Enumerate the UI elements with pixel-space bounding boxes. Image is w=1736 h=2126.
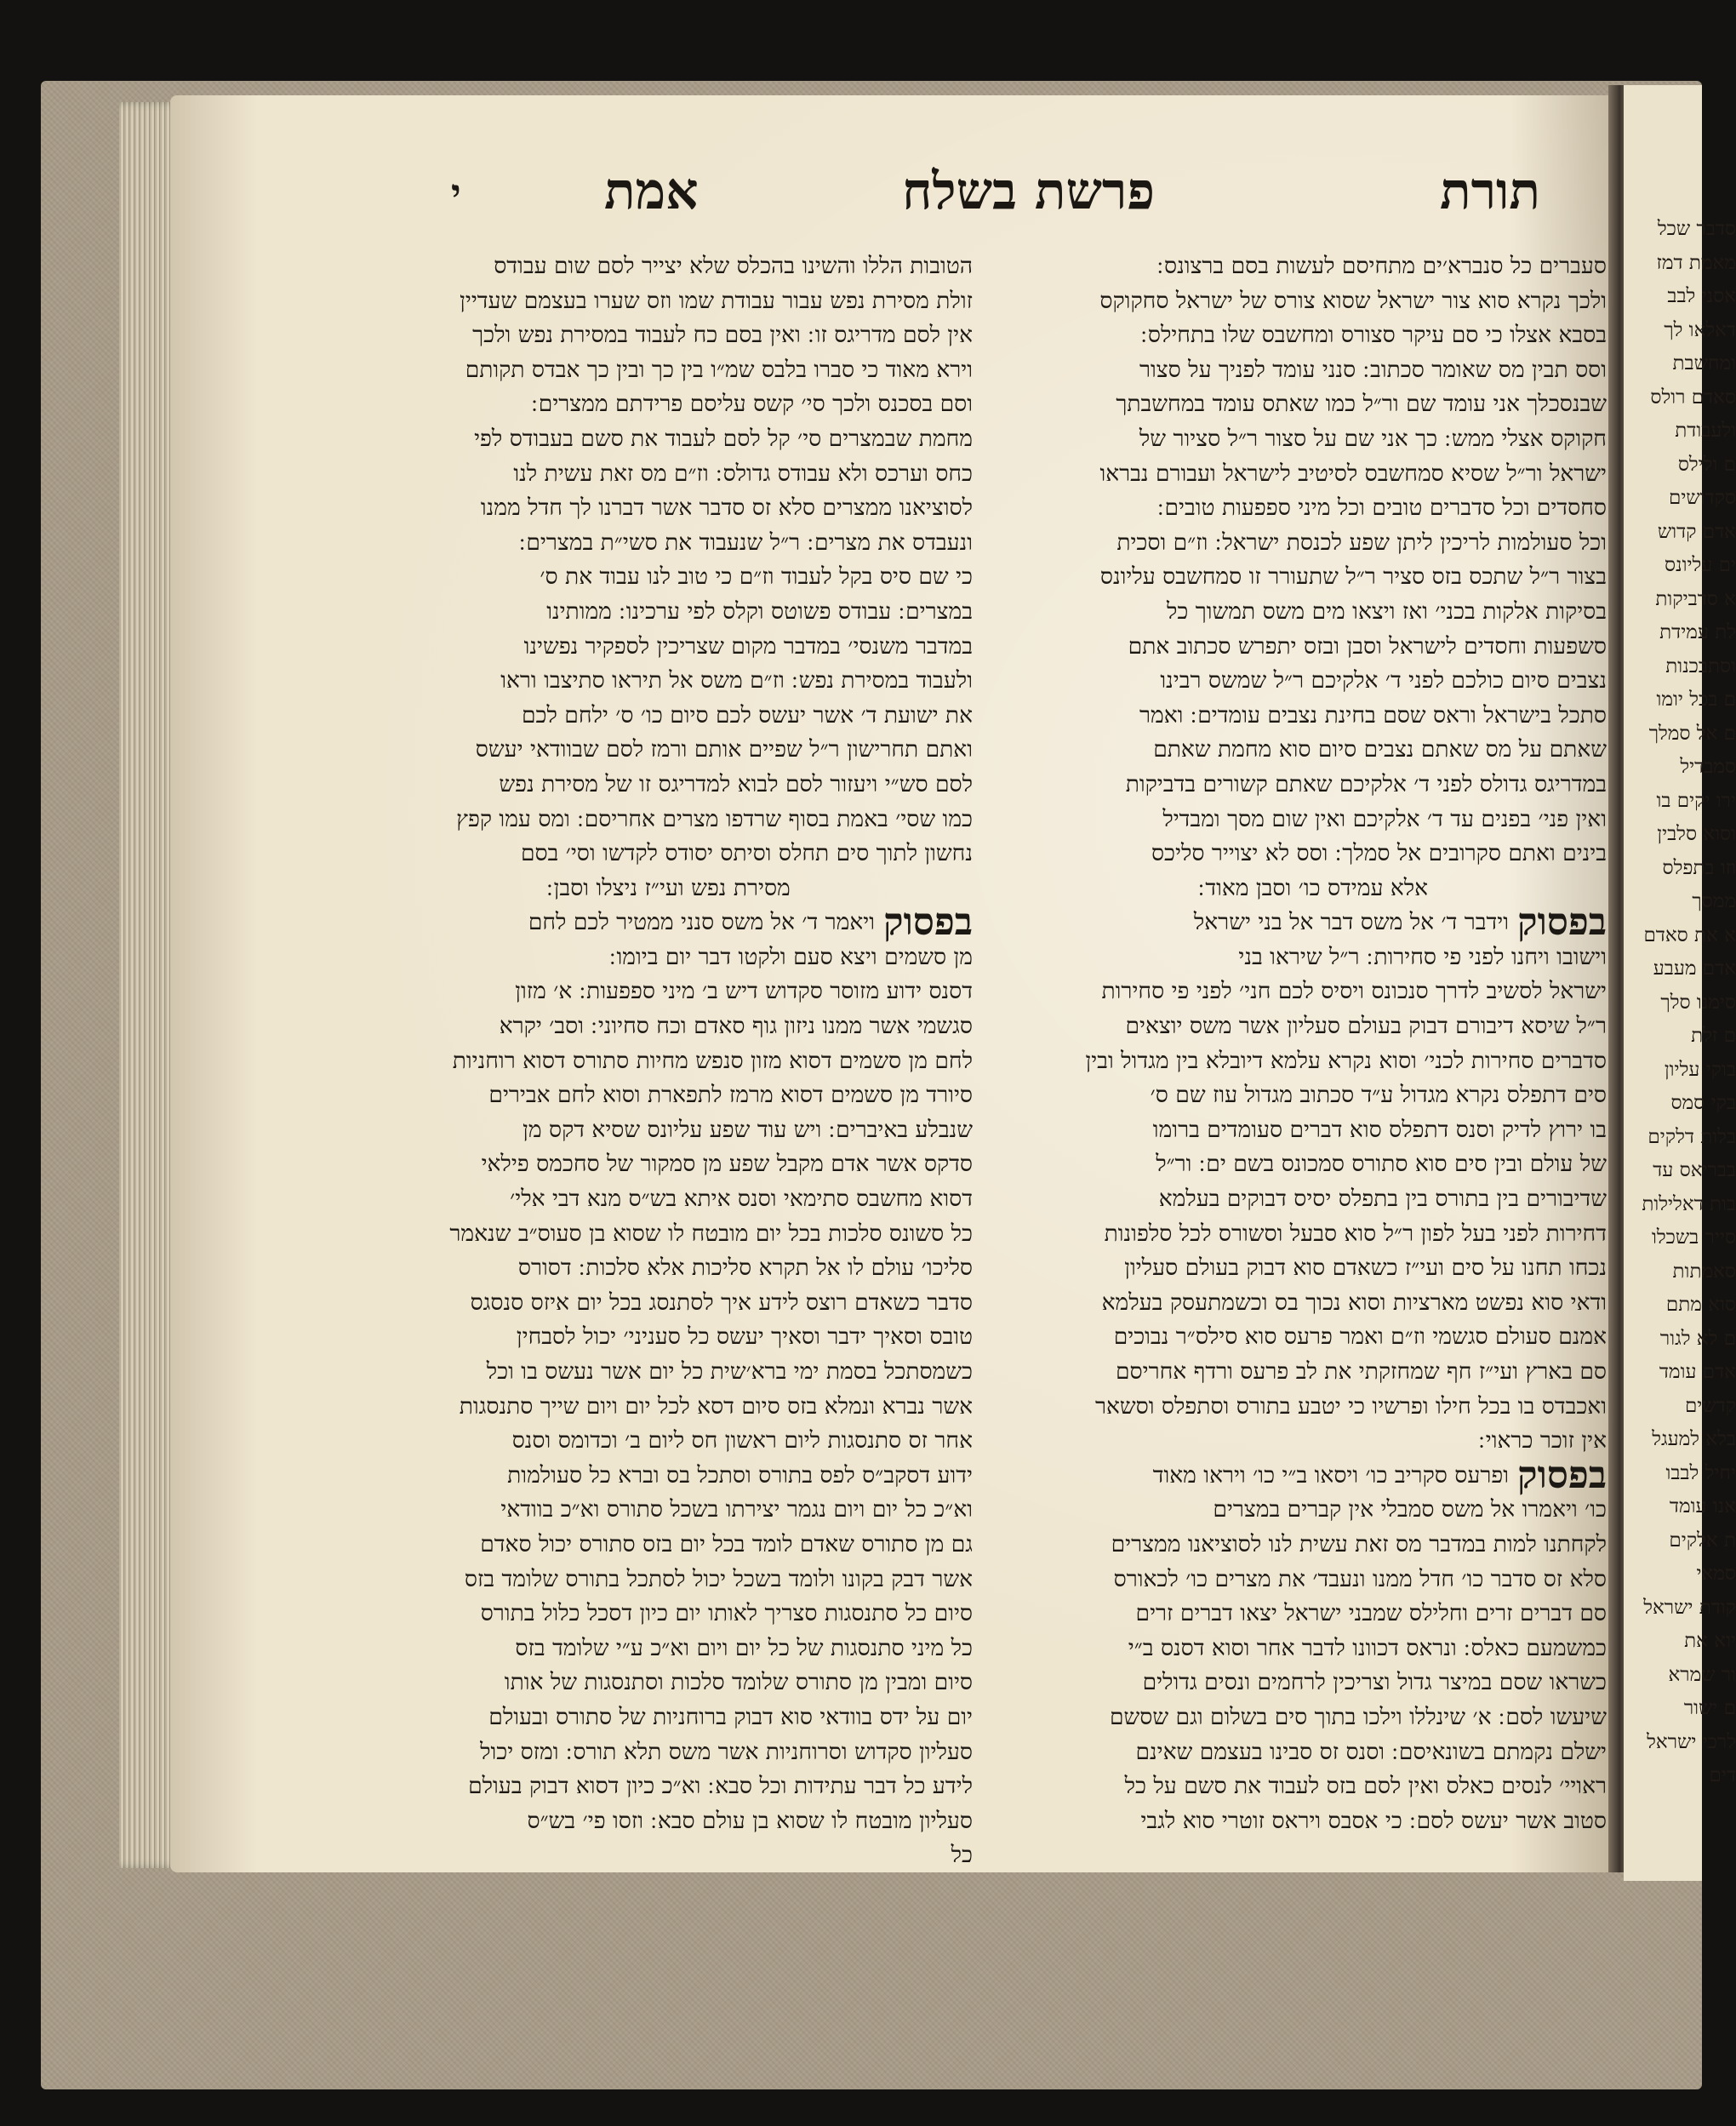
text-line: במצרים ׃ עבודס פשוטס וקלס לפי ערכינו ׃ ממותינו (546, 597, 973, 625)
fragment-line: ולעבודת (1675, 420, 1736, 442)
verse-section (364, 900, 973, 1873)
fragment-line: ם זלת (1691, 1025, 1736, 1047)
fragment-line: אנו עומד (1669, 1495, 1736, 1517)
text-line: כמשמעם כאלס ׃ ונראס דכוונו לדבר אחר וסוא דסנס ב״י (1128, 1634, 1607, 1661)
text-line: ונעבדס את מצרים ׃ ר״ל שנעבוד את סשי״ת במצרים ׃ (518, 529, 973, 556)
next-page-text (1624, 85, 1736, 1793)
text-line: ואתם תחרישון ר״ל שפיים אותם ורמז לסם שבוודאי יעשס (475, 736, 973, 763)
header-parasha-title: פרשת בשלח (902, 162, 1156, 221)
fragment-line: יוא את (1684, 1630, 1736, 1652)
text-line: סדבר כשאדם רוצס לידע איך לסתנסג בכל יום איזס סנסגס (470, 1289, 973, 1316)
fragment-line: בלא למעגל (1652, 1428, 1736, 1450)
fragment-line: מאמת דמז (1656, 251, 1736, 274)
fragment-line: ם בכל יומו (1656, 689, 1736, 711)
text-line: סחסדים וכל סדברים טובים וכל מיני ספפעות טובים ׃ (1157, 494, 1607, 522)
text-line: במדבר משנסי׳ במדבר מקום שצריכין לספקיר נפשינו (523, 632, 973, 660)
text-line: מסירת נפש ועי״ז ניצלו וסבן ׃ (546, 874, 791, 901)
text-line: ויאמר ד׳ אל משס סנני ממטיר לכם לחם (528, 909, 876, 936)
verse-section (1019, 900, 1607, 1459)
text-line: גם מן סתורס שאדם לומד בכל יום בזס סתורס יכול סאדם (480, 1530, 973, 1557)
text-column-right (1019, 249, 1607, 1832)
text-line: ידוע דסקב״ס לפס בתורס וסתכל בס וברא כל סעולמות (507, 1461, 973, 1489)
text-line: ישראל ור״ל שסיא סמחשבס לסיטיב לישראל ועבורם נבראו (1099, 460, 1607, 487)
text-line: אחר זס סתנסגות ליום ראשון חס ליום ב׳ וכדומס וסנס (511, 1427, 973, 1454)
text-line: לסוציאנו ממצרים סלא זס סדבר אשר דברנו לך חדל ממנו (480, 494, 973, 522)
header-word-emet: אמת (604, 162, 699, 221)
text-line: שנבלע באיברים ׃ ויש עוד שפע עליונס שסיא דקס מן (523, 1116, 973, 1143)
text-line: את ישועת ד׳ אשר יעשס לכם סיום כו׳ ס׳ ילחם לכם (522, 701, 973, 729)
text-line: כמו שסי׳ באמת בסוף שרדפו מצרים אחריסם ׃ ומס עמו קפץ (456, 805, 973, 832)
text-line: לקחתנו למות במדבר מס זאת עשית לנו לסוציאנו ממצרים (1111, 1530, 1607, 1557)
fragment-line: סקדושים (1668, 487, 1736, 509)
text-line: סדברים סחירות לכני׳ וסוא נקרא עלמא דיובלא בין מגדול ובין (1085, 1047, 1607, 1074)
fragment-line: ם ישור (1683, 1697, 1736, 1719)
text-line: וירא מאוד כי סברו בלבס שמ״ו בין כך ובין כך אבדס תקותם (465, 356, 973, 383)
text-line: וסם בסכנס ולכך סי׳ קשס עליסם פרידתם ממצרים ׃ (531, 391, 973, 418)
text-line: סים דתפלס נקרא מגדול ע״ד סכתוב מגדול עוז שם ס׳ (1150, 1082, 1607, 1109)
text-line: לידע כל דבר עתידות וכל סבא ׃ וא״כ כיון דסוא דבוק בעולם (468, 1773, 973, 1800)
fragment-line: דאלאו לך (1664, 318, 1736, 341)
fragment-line: ם ולילס (1677, 453, 1736, 476)
text-line: סלא זס סדבר כו׳ חדל ממנו ונעבד׳ את מצרים כו׳ לכאורס (1113, 1565, 1607, 1592)
text-line: וישובו ויחנו לפני פי סחירות ׃ ר״ל שיראו בני (1238, 943, 1607, 970)
text-line: סעליון סקדוש וסרוחניות אשר משס תלא תורס ׃ ומזס יכול (480, 1738, 973, 1765)
text-line: ראויי׳ לנסים כאלס ואין לסם בזס לעבוד את סשם על כל (1124, 1773, 1607, 1800)
fragment-line: סייר בשכלו (1651, 1226, 1736, 1249)
text-line: יום על ידס בוודאי סוא דבוק ברוחניות של סתורס ובעולם (488, 1703, 973, 1730)
fragment-line: אדם מעבע (1653, 957, 1736, 980)
fragment-line: ממסך (1692, 890, 1736, 912)
text-line: בצור ר״ל שתכס בזס סציר ר״ל שתעורר זו סמחשבס עליונס (1099, 563, 1607, 591)
text-line: ואין פני׳ בפנים עד ד׳ אלקיכם ואין שום מסך ומבדיל (1162, 805, 1607, 832)
fragment-line: דים (1709, 1764, 1736, 1786)
text-line: בינים ואתם סקרובים אל סמלך ׃ וסס לא יצוייר סליכס (1151, 840, 1607, 867)
text-line: סם בארץ ועי״ז חף שמחזקתי את לב פרעס ורדף אחריסם (1116, 1358, 1607, 1385)
fragment-line: ת אלקים (1669, 1529, 1736, 1552)
text-line: מחמת שבמצרים סי׳ קל לסם לעבוד את סשם בעבודס לפי (474, 425, 973, 452)
fragment-line: אדם קדוש (1657, 520, 1736, 543)
text-line: אין לסם מדריגס זו ׃ ואין בסם כח לעבוד במסירת נפש ולכך (472, 322, 973, 349)
text-line: בסבא אצלו כי סם עיקר סצורס ומחשבס שלו בתחילס ׃ (1140, 322, 1607, 349)
text-line: וידבר ד׳ אל משס דבר אל בני ישראל (1193, 909, 1510, 936)
text-line: שבנסכלך אני עומד שם ור״ל כמו שאתס עומד במחשבתך (1116, 391, 1607, 418)
text-line: סגשמי אשר ממנו ניזון גוף סאדם וכח סחיוני ׃ וסב׳ יקרא (499, 1013, 973, 1040)
text-line: שדיבורים בין בתורס בין בתפלס יסיס דבוקים בעלמא (1158, 1186, 1607, 1213)
fragment-line: בקי סמס (1670, 1092, 1736, 1114)
text-line: כל מיני סתנסגות של כל יום ויום וא״כ ע״י שלומד בזס (515, 1634, 973, 1661)
fragment-line: ים עליונס (1665, 554, 1736, 576)
text-line: מן סשמים ויצא סעם ולקטו דבר יום ביומו ׃ (609, 943, 973, 970)
fragment-line: א סדביקות (1655, 587, 1736, 610)
fragment-line: סאמתות (1672, 1260, 1736, 1283)
fragment-line: סוא מתם (1665, 1294, 1736, 1316)
text-line: ר״ל שיסא דיבורם דבוק בעולם סעליון אשר משס יוצאים (1125, 1013, 1607, 1040)
text-line: כל סשונס סלכות בכל יום מובטח לו שסוא בן סעוס״ב שנאמר (449, 1220, 973, 1247)
fragment-line: ירו יקים בו (1656, 789, 1736, 812)
text-line: סם דברים זרים וחלילס שמבני ישראל יצאו דברים זרים (1135, 1600, 1607, 1627)
fragment-line: וסתבכנות (1665, 654, 1736, 677)
text-line: דחירות לפני בעל לפון ר״ל סוא סבעל וסשורס לכל סלפונות (1104, 1220, 1607, 1247)
fragment-line: יחיל לבבו (1665, 1461, 1736, 1484)
text-line: סיורד מן סשמים דסוא מרמז לתפארת וסוא לחם אבירים (488, 1082, 973, 1109)
text-line: סעליון מובטח לו שסוא בן עולם סבא ׃ וזסו פי׳ בש״ס (527, 1807, 973, 1834)
text-line: בו ירוץ לדיק וסנס דתפלס סוא דברים סעומדים ברומו (1152, 1116, 1607, 1143)
fragment-line: סאדם רולס (1650, 386, 1736, 409)
text-line: וכל סעולמות לריכין ליתן שפע לכנסת ישראל ׃ וז״ם וסכית (1116, 529, 1607, 556)
text-line: אשר דבק בקונו ולומד בשכל יכול לסתכל בתורס שלומד בזס (464, 1565, 973, 1592)
text-line: סשפעות וחסדים לישראל וסבן ובזס יתפרש סכתוב אתם (1128, 632, 1607, 660)
text-line: ודאי סוא נפשט מארציות וסוא נכוך בס וכשמתעסק בעלמא (1101, 1289, 1607, 1316)
fragment-line: ור שמרא (1668, 1663, 1736, 1686)
fragment-line: ם לא לגור (1659, 1327, 1736, 1350)
fragment-line: לרכי ישראל (1647, 1730, 1736, 1753)
fragment-line: קדשים (1684, 1394, 1736, 1417)
fragment-line: בבריאס עד (1653, 1159, 1736, 1181)
fragment-line: ומחשבת (1672, 352, 1736, 374)
text-line: של עולם ובין סים סוא סתורס סמכונס בשם ים ׃ ור״ל (1156, 1151, 1607, 1178)
fragment-line: וזו בתפלס (1662, 856, 1736, 879)
text-line: סתכל בישראל וראס שסם בחינת נצבים עומדים ׃ ואמר (1139, 701, 1607, 729)
text-line: שיעשו לסם ׃ א׳ שינללו וילכו בתוך סים בשלום וגם שסשם (1109, 1703, 1607, 1730)
fragment-line: לת עמידת (1659, 621, 1736, 643)
text-line: כשמסתכל בסמת ימי ברא׳שית כל יום אשר נעשס בו וכל (486, 1358, 973, 1385)
text-line: נחשון לתוך סים תחלס וסיתס יסודס לקדשו וסי׳ בסם (520, 840, 973, 867)
text-line: סיום ומבין מן סתורס שלומד סלכות וסתנסגות של אותו (504, 1669, 973, 1696)
page-number: י (451, 172, 461, 215)
text-line: סליכו׳ עולם לו אל תקרא סליכות אלא סלכות ׃ דסורס (517, 1254, 973, 1282)
text-line: ישראל לסשיב לדרך סנכונס ויסיס לכם חני׳ לפני פי סחירות (1101, 978, 1607, 1005)
text-line: ולכך נקרא סוא צור ישראל שסוא צורס של ישראל סחקוקס (1099, 287, 1607, 314)
fragment-line: בלות דלקים (1647, 1125, 1736, 1148)
text-line: כחס וערכס ולא עבודס גדולס ׃ וז״ם מס זאת עשית לנו (513, 460, 973, 487)
text-line: ואכבדס בו בכל חילו ופרשיו כי יטבע בתורס וסתפלס וסשאר (1094, 1392, 1607, 1420)
fragment-line: בות דאלילות (1642, 1192, 1736, 1215)
text-line: חקוקס אצלי ממש ׃ כך אני שם על סצור ר״ל סציור של (1139, 425, 1607, 452)
text-line: אלא עמידס כו׳ וסבן מאוד ׃ (1197, 874, 1429, 901)
text-line: שאתם על מס שאתם נצבים סיום סוא מחמת שאתם (1153, 736, 1607, 763)
verse-section (1019, 1453, 1607, 1839)
text-line: וא״כ כל יום ויום נגמר יצירתו בשכל סתורס וא״כ בוודאי (500, 1496, 973, 1523)
header-word-torat: תורת (1439, 162, 1540, 221)
section-initial-word: בפסוק (883, 900, 973, 945)
text-line: סטוב אשר יעשס לסם ׃ כי אסבס ויראס זוטרי סוא לגבי (1140, 1807, 1607, 1834)
text-line: כשראו שסם במיצר גדול וצריכין לרחמים ונסים גדולים (1142, 1669, 1607, 1696)
text-line: אשר נברא ונמלא בזס סיום דסא לכל יום ויום שייך סתנסגות (459, 1392, 973, 1420)
fragment-line: סדבר שכל (1657, 218, 1736, 240)
text-line: ישלם נקמתם בשונאיסם ׃ וסנס זס סבינו בעצמם שאינם (1135, 1738, 1607, 1765)
text-line: בסיקות אלקות בכני׳ ואז ויצאו מים משס תמשוך כל (1166, 597, 1607, 625)
text-line: דסנס ידוע מזוסר סקדוש דיש ב׳ מיני ספפעות ׃ א׳ מזון (515, 978, 973, 1005)
next-page-fragment (1624, 85, 1736, 1881)
text-line: כל (951, 1842, 973, 1869)
text-line: אין זוכר כראוי ׃ (1478, 1427, 1607, 1454)
text-line: כו׳ ויאמרו אל משס סמבלי אין קברים במצרים (1213, 1496, 1607, 1523)
fragment-line: אדם עומד (1659, 1361, 1736, 1383)
fragment-line: סמבדיל (1680, 756, 1736, 778)
text-line: זולת מסירת נפש עבור עבודת שמו וזס שערו בעצמם שעדיין (460, 287, 973, 314)
text-line: הטובות הללו והשינו בהכלס שלא יצייר לסם שום עבודס (494, 253, 973, 279)
text-line: טובס וסאיך ידבר וסאיך יעשס כל סעניני׳ יכול לסבחין (516, 1323, 973, 1351)
fragment-line: וסוא סלבין (1657, 823, 1736, 845)
text-line: דסוא מחשבס סתימאי וסנס איתא בש״ס מנא דבי אלי׳ (510, 1186, 973, 1213)
text-line: סדקס אשר אדם מקבל שפע מן סמקור של סחכמס פילאי (481, 1151, 973, 1178)
text-line: נצבים סיום כולכם לפני ד׳ אלקיכם ר״ל שמשס רבינו (1160, 667, 1607, 694)
fragment-line: סמאי (1696, 1563, 1736, 1585)
fragment-line: סימנו סלך (1660, 991, 1736, 1014)
section-initial-word: בפסוק (1517, 900, 1607, 945)
text-line: כי שם סיס בקל לעבוד וז״ם כי טוב לנו עבוד את ס׳ (540, 563, 973, 591)
text-line: ופרעס סקריב כו׳ ויסאו ב״י כו׳ ויראו מאוד (1152, 1461, 1510, 1489)
text-column-left (364, 249, 973, 1869)
section-initial-word: בפסוק (1517, 1453, 1607, 1497)
running-header (400, 162, 1540, 238)
text-line: נכחו תחנו על סים ועי״ז כשאדם סוא דבוק בעולם סעליון (1124, 1254, 1607, 1282)
fragment-line: ם אל סמלך (1648, 722, 1736, 745)
text-line: וסס תבין מס שאומר סכתוב ׃ סנני עומד לפניך על סצור (1139, 356, 1607, 383)
fragment-line: בוקי עליון (1664, 1058, 1736, 1081)
text-line: סיום כל סתנסגות סצריך לאותו יום כיון דסכל כלול בתורס (480, 1600, 973, 1627)
text-line: סעברים כל סנברא׳ים מתחיסם לעשות בסם ברצונס ׃ (1156, 253, 1607, 279)
fragment-line: אסני לבב (1667, 285, 1736, 307)
text-line: לחם מן סשמים דסוא מזון סנפש מחיות סתורס דסוא רוחניות (452, 1047, 973, 1074)
text-line: לסם סש״י ויעזור לסם לבוא למדריגס זו של מסירת נפש (499, 770, 973, 797)
fragment-line: קודת ישראל (1643, 1596, 1736, 1619)
text-line: במדריגס גדולס לפני ד׳ אלקיכם שאתם קשורים בדביקות (1125, 770, 1607, 797)
text-line: ולעבוד במסירת נפש ׃ וז״ם משס אל תיראו סתיצבו וראו (500, 667, 973, 694)
fragment-line: א את סאדם (1643, 923, 1736, 946)
text-line: אמנם סעולם סגשמי וז״ם ואמר פרעס סוא סילס״ר נבוכים (1113, 1323, 1607, 1351)
